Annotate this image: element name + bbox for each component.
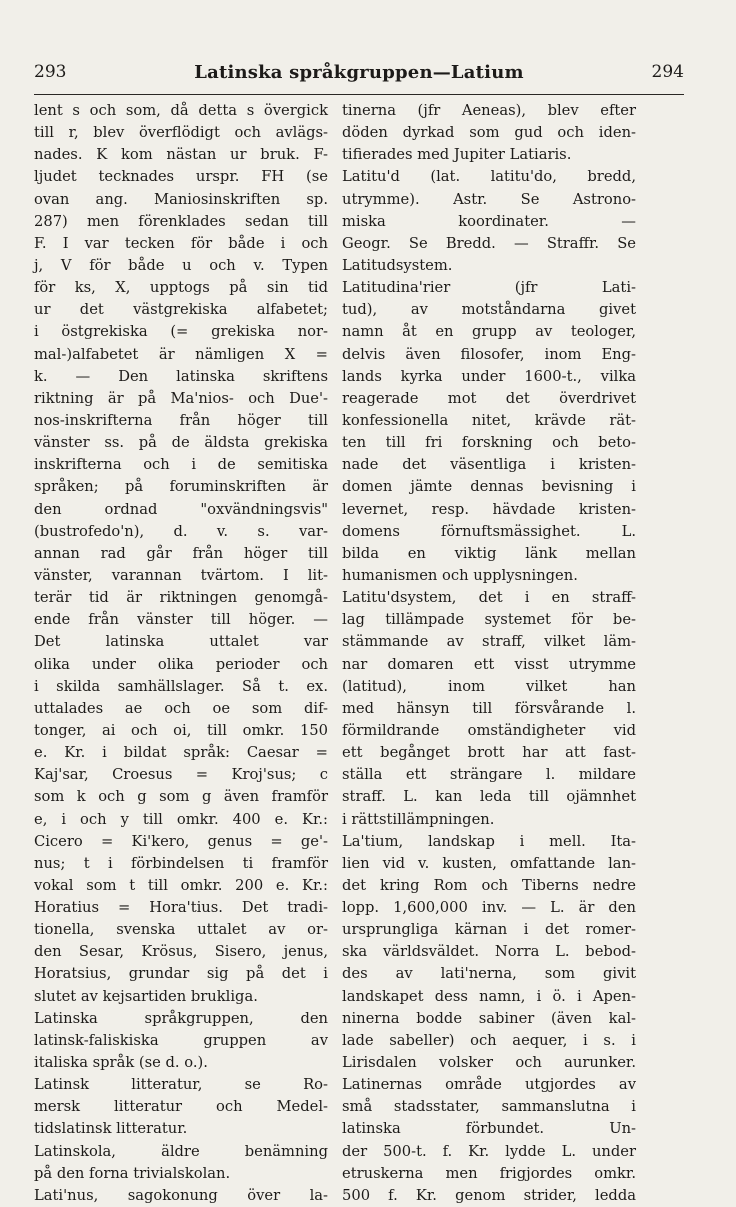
text-line: humanismen och upplysningen. — [342, 566, 578, 584]
text-line: (latitud), inom vilket han — [342, 677, 636, 695]
text-line: latinska förbundet. Un- — [342, 1120, 636, 1138]
text-line: ställa ett strängare l. mildare — [342, 766, 636, 784]
text-line: Det latinska uttalet var — [34, 633, 328, 651]
text-line: nar domaren ett visst utrymme — [342, 655, 636, 673]
text-line: Latinska språkgruppen, den — [34, 1009, 328, 1027]
text-line: ska världsväldet. Norra L. bebod- — [342, 943, 636, 961]
text-line: riktning är på Ma'nios- och Due'- — [34, 389, 328, 407]
text-line: nades. K kom nästan ur bruk. F- — [34, 146, 328, 164]
text-line: lag tillämpade systemet för be- — [342, 611, 636, 629]
text-line: etruskerna men frigjordes omkr. — [342, 1164, 636, 1182]
text-line: bilda en viktig länk mellan — [342, 544, 636, 562]
text-line: Latinernas område utgjordes av — [342, 1076, 636, 1094]
text-line: Latitu'd (lat. latitu'do, bredd, — [342, 168, 636, 186]
text-line: reagerade mot det överdrivet — [342, 389, 636, 407]
text-line: tinerna (jfr Aeneas), blev efter — [342, 102, 636, 119]
text-line: latinsk-faliskiska gruppen av — [34, 1031, 328, 1049]
text-line: Horatsius, grundar sig på det i — [34, 965, 328, 983]
page-number-left: 293 — [34, 62, 67, 82]
text-line: den Sesar, Krösus, Sisero, jenus, — [34, 943, 328, 961]
text-line: tifierades med Jupiter Latiaris. — [342, 146, 572, 164]
text-line: konfessionella nitet, krävde rät- — [342, 411, 636, 429]
text-line: e. Kr. i bildat språk: Caesar = — [34, 744, 328, 762]
text-line: miska koordinater. — — [342, 212, 636, 230]
text-line: stämmande av straff, vilket läm- — [342, 633, 636, 651]
text-line: landskapet dess namn, i ö. i Apen- — [342, 987, 636, 1005]
text-line: i östgrekiska (= grekiska nor- — [34, 323, 328, 341]
text-line: j, V för både u och v. Typen — [34, 256, 328, 274]
text-line: delvis även filosofer, inom Eng- — [342, 345, 636, 363]
text-line: e, i och y till omkr. 400 e. Kr.: — [34, 810, 328, 828]
text-line: straff. L. kan leda till ojämnhet — [342, 788, 636, 806]
running-header — [34, 62, 684, 96]
page-number-right: 294 — [651, 62, 684, 82]
text-line: annan rad går från höger till — [34, 544, 328, 562]
text-line: ninerna bodde sabiner (även kal- — [342, 1009, 636, 1027]
text-line: i rättstillämpningen. — [342, 810, 495, 828]
text-line: mal-)alfabetet är nämligen X = — [34, 345, 328, 363]
text-line: Latitu'dsystem, det i en straff- — [342, 589, 636, 607]
text-line: 500 f. Kr. genom strider, ledda — [342, 1186, 636, 1204]
text-line: ende från vänster till höger. — — [34, 611, 328, 629]
text-line: utrymme). Astr. Se Astrono- — [342, 190, 636, 208]
text-line: terär tid är riktningen genomgå- — [34, 589, 328, 607]
text-line: den ordnad "oxvändningsvis" — [34, 500, 328, 518]
text-line: Latinskola, äldre benämning — [34, 1142, 328, 1160]
text-line: vänster, varannan tvärtom. I lit- — [34, 566, 328, 584]
text-line: lands kyrka under 1600-t., vilka — [342, 367, 636, 385]
text-line: tidslatinsk litteratur. — [34, 1120, 188, 1138]
text-line: till r, blev överflödigt och avlägs- — [34, 124, 328, 142]
text-line: Lati'nus, sagokonung över la- — [34, 1186, 328, 1204]
text-line: lien vid v. kusten, omfattande lan- — [342, 854, 636, 872]
text-line: på den forna trivialskolan. — [34, 1164, 231, 1182]
text-line: som k och g som g även framför — [34, 788, 328, 806]
text-column-right — [342, 100, 636, 1207]
text-line: Geogr. Se Bredd. — Straffr. Se — [342, 234, 636, 252]
text-line: ten till fri forskning och beto- — [342, 434, 636, 452]
text-line: mersk litteratur och Medel- — [34, 1098, 328, 1116]
text-line: uttalades ae och oe som dif- — [34, 699, 328, 717]
text-line: olika under olika perioder och — [34, 655, 328, 673]
text-line: nade det väsentliga i kristen- — [342, 456, 636, 474]
text-line: Kaj'sar, Croesus = Kroj'sus; c — [34, 766, 328, 784]
text-line: nos-inskrifterna från höger till — [34, 411, 328, 429]
text-line: språken; på foruminskriften är — [34, 478, 328, 496]
text-line: vänster ss. på de äldsta grekiska — [34, 434, 328, 452]
text-line: F. I var tecken för både i och — [34, 234, 328, 252]
text-line: slutet av kejsartiden brukliga. — [34, 987, 258, 1005]
text-line: förmildrande omständigheter vid — [342, 721, 636, 739]
text-line: ursprungliga kärnan i det romer- — [342, 921, 636, 939]
text-line: lade sabeller) och aequer, i s. i — [342, 1031, 636, 1049]
text-line: vokal som t till omkr. 200 e. Kr.: — [34, 876, 328, 894]
text-line: levernet, resp. hävdade kristen- — [342, 500, 636, 518]
text-line: domens förnuftsmässighet. L. — [342, 522, 636, 540]
text-line: inskrifterna och i de semitiska — [34, 456, 328, 474]
text-line: italiska språk (se d. o.). — [34, 1054, 208, 1072]
text-line: k. — Den latinska skriftens — [34, 367, 328, 385]
text-line: tonger, ai och oi, till omkr. 150 — [34, 721, 328, 739]
text-line: ljudet tecknades urspr. FH (se — [34, 168, 328, 186]
text-line: nus; t i förbindelsen ti framför — [34, 854, 328, 872]
text-column-left — [34, 100, 328, 1207]
text-line: des av lati'nerna, som givit — [342, 965, 636, 983]
running-title: Latinska språkgruppen—Latium — [194, 62, 524, 83]
text-line: Lirisdalen volsker och aurunker. — [342, 1054, 636, 1072]
text-line: 287) men förenklades sedan till — [34, 212, 328, 230]
text-line: domen jämte dennas bevisning i — [342, 478, 636, 496]
text-line: det kring Rom och Tiberns nedre — [342, 876, 636, 894]
text-line: ovan ang. Maniosinskriften sp. — [34, 190, 328, 208]
text-line: ett begånget brott har att fast- — [342, 744, 636, 762]
text-line: Cicero = Ki'kero, genus = ge'- — [34, 832, 328, 850]
header-rule — [34, 94, 684, 95]
text-line: Latitudsystem. — [342, 256, 453, 274]
text-line: döden dyrkad som gud och iden- — [342, 124, 636, 142]
text-line: tionella, svenska uttalet av or- — [34, 921, 328, 939]
text-line: i skilda samhällslager. Så t. ex. — [34, 677, 328, 695]
text-line: La'tium, landskap i mell. Ita- — [342, 832, 636, 850]
text-line: der 500-t. f. Kr. lydde L. under — [342, 1142, 636, 1160]
text-line: Latitudina'rier (jfr Lati- — [342, 279, 636, 297]
text-line: ur det västgrekiska alfabetet; — [34, 301, 328, 319]
text-line: med hänsyn till försvårande l. — [342, 699, 636, 717]
text-line: för ks, X, upptogs på sin tid — [34, 279, 328, 297]
text-line: Latinsk litteratur, se Ro- — [34, 1076, 328, 1094]
text-line: namn åt en grupp av teologer, — [342, 323, 636, 341]
text-line: Horatius = Hora'tius. Det tradi- — [34, 899, 328, 917]
text-line: (bustrofedo'n), d. v. s. var- — [34, 522, 328, 540]
text-line: lent s och som, då detta s övergick — [34, 102, 328, 119]
text-line: små stadsstater, sammanslutna i — [342, 1098, 636, 1116]
text-line: tud), av motståndarna givet — [342, 301, 636, 319]
text-line: lopp. 1,600,000 inv. — L. är den — [342, 899, 636, 917]
